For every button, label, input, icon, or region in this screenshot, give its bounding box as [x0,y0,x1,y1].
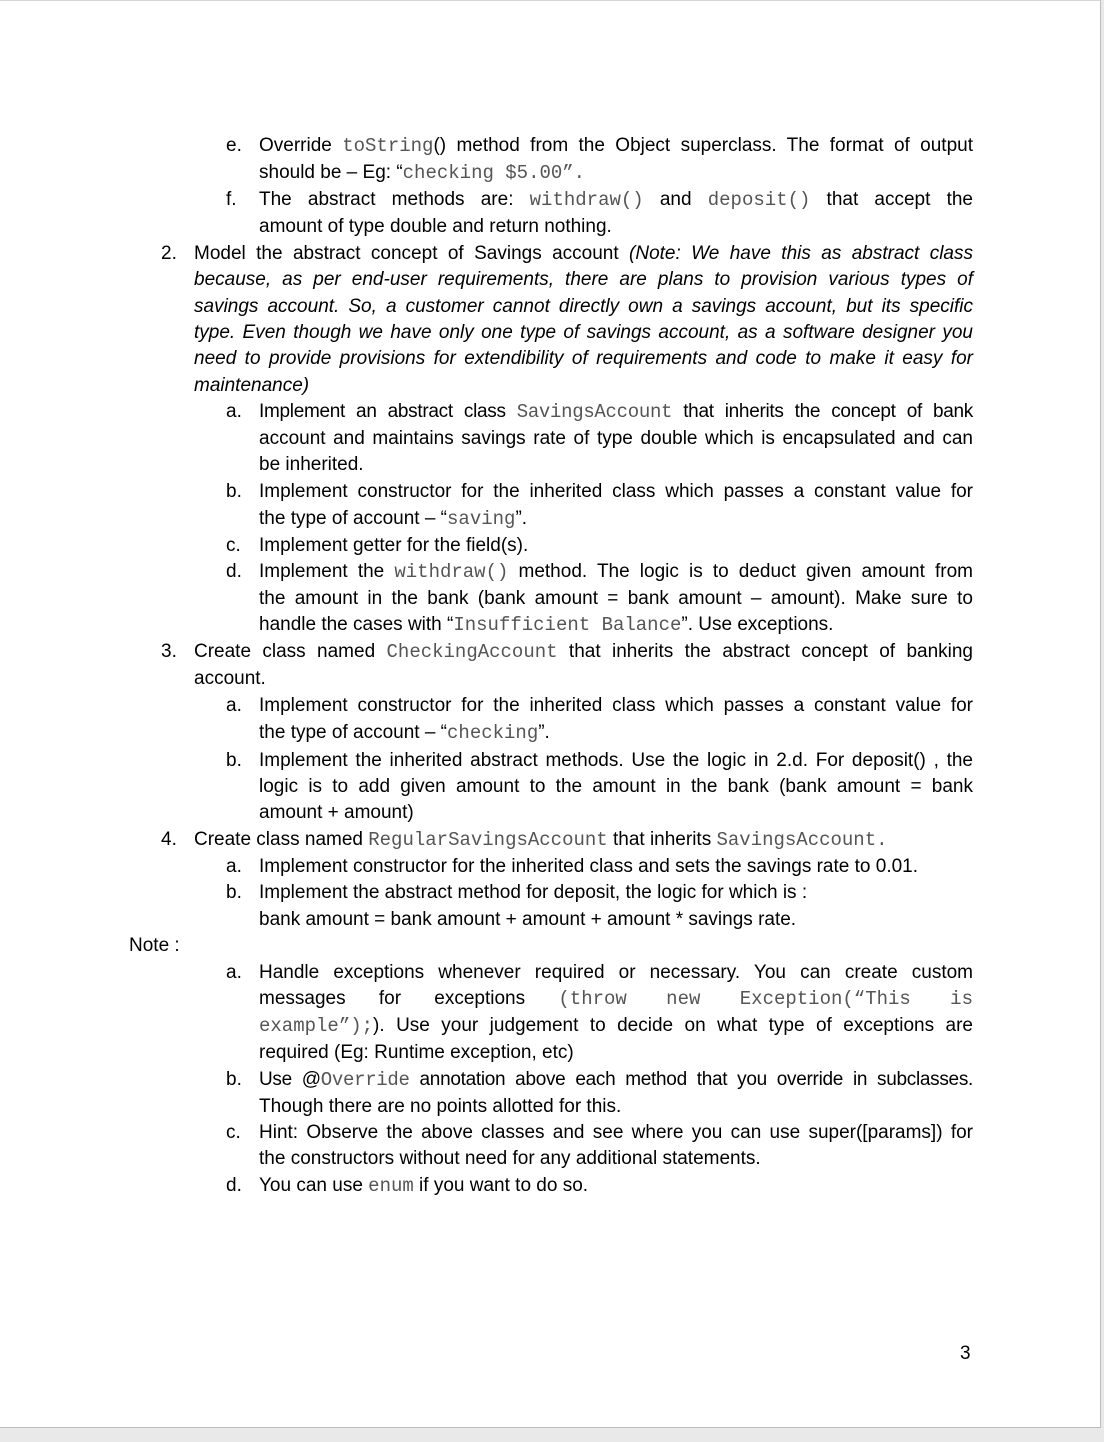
item-2b-line-1: Implement constructor for the inherited class which passes a constant value for [259,481,973,502]
note-a-line-4: required (Eg: Runtime exception, etc) [259,1042,574,1063]
note-a-line-1: Handle exceptions whenever required or necessary. You can create custom [259,962,973,983]
item-f-line-1: The abstract methods are: withdraw() and deposit() that accept the [259,189,973,211]
item-3a-line-1: Implement constructor for the inherited class which passes a constant value for [259,695,973,716]
item-2-line-1: Model the abstract concept of Savings account (Note: We have this as abstract class [194,243,973,264]
item-2-line-3: savings account. So, a customer cannot directly own a savings account, but its specific [194,296,973,317]
item-2a-line-1: Implement an abstract class SavingsAccount that inherits the concept of bank [259,401,973,423]
item-2d-line-2: the amount in the bank (bank amount = bank amount – amount). Make sure to [259,588,973,609]
item-f-marker: f. [226,189,237,210]
note-a-line-3: example”);). Use your judgement to decide on what type of exceptions are [259,1015,973,1037]
item-2b-line-2: the type of account – “saving”. [259,508,528,530]
note-b-marker: b. [226,1069,242,1090]
note-b-line-2: Though there are no points allotted for this. [259,1096,622,1117]
item-2-line-4: type. Even though we have only one type of savings account, as a software designer you [194,322,973,343]
item-2a-marker: a. [226,401,242,422]
item-e-line-1: Override toString() method from the Object superclass. The format of output [259,135,973,157]
item-3-line-1: Create class named CheckingAccount that inherits the abstract concept of banking [194,641,973,663]
item-2-line-5: need to provide provisions for extendibility of requirements and code to make it easy for [194,348,973,369]
item-e-marker: e. [226,135,242,156]
note-c-line-1: Hint: Observe the above classes and see where you can use super([params]) for [259,1122,973,1143]
item-2b-marker: b. [226,481,242,502]
item-2a-line-3: be inherited. [259,454,364,475]
item-2-line-6: maintenance) [194,375,310,396]
item-3b-marker: b. [226,750,242,771]
item-2c-line-1: Implement getter for the field(s). [259,535,529,556]
page-number: 3 [960,1343,971,1364]
item-4b-line-2: bank amount = bank amount + amount + amount * savings rate. [259,909,797,930]
item-3b-line-1: Implement the inherited abstract methods. Use the logic in 2.d. For deposit() , the [259,750,973,771]
note-a-line-2: messages for exceptions (throw new Exception(“This is [259,988,973,1010]
item-2d-marker: d. [226,561,242,582]
item-3-line-2: account. [194,668,266,689]
note-d-marker: d. [226,1175,242,1196]
note-label: Note : [129,935,180,956]
item-3b-line-3: amount + amount) [259,802,414,823]
item-2-marker: 2. [161,243,177,264]
item-4b-line-1: Implement the abstract method for deposit, the logic for which is : [259,882,808,903]
item-3-marker: 3. [161,641,177,662]
item-4a-marker: a. [226,856,242,877]
item-f-line-2: amount of type double and return nothing. [259,216,612,237]
note-a-marker: a. [226,962,242,983]
item-4b-marker: b. [226,882,242,903]
item-2d-line-3: handle the cases with “Insufficient Balance”. Use exceptions. [259,614,834,636]
note-d-line-1: You can use enum if you want to do so. [259,1175,589,1197]
item-2d-line-1: Implement the withdraw() method. The logic is to deduct given amount from [259,561,974,583]
item-3b-line-2: logic is to add given amount to the amount in the bank (bank amount = bank [259,776,973,797]
item-4-line-1: Create class named RegularSavingsAccount that inherits SavingsAccount. [194,829,888,851]
item-e-line-2: should be – Eg: “checking $5.00”. [259,162,586,184]
note-b-line-1: Use @Override annotation above each method that you override in subclasses. [259,1069,974,1091]
item-2c-marker: c. [226,535,241,556]
note-c-marker: c. [226,1122,241,1143]
item-4a-line-1: Implement constructor for the inherited class and sets the savings rate to 0.01. [259,856,919,877]
note-c-line-2: the constructors without need for any additional statements. [259,1148,761,1169]
item-3a-line-2: the type of account – “checking”. [259,722,550,744]
item-3a-marker: a. [226,695,242,716]
item-2a-line-2: account and maintains savings rate of type double which is encapsulated and can [259,428,973,449]
item-2-line-2: because, as per end-user requirements, there are plans to provision various types of [194,269,973,290]
item-4-marker: 4. [161,829,177,850]
